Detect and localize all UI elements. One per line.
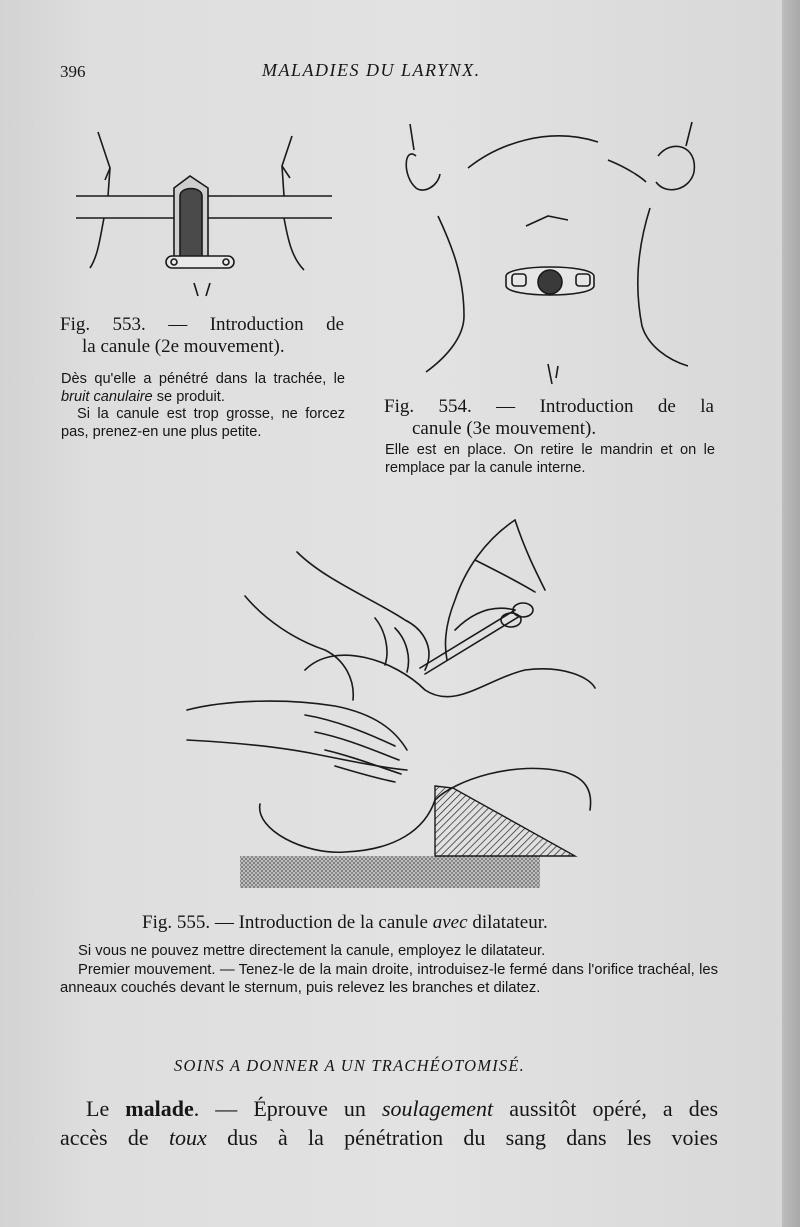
body-emphasis-2: toux bbox=[168, 1125, 207, 1150]
figure-555-illustration bbox=[185, 510, 600, 895]
figure-553-note-text: Dès qu'elle a pénétré dans la trachée, le bbox=[61, 371, 345, 387]
body-lead: Le bbox=[86, 1096, 126, 1121]
page-number: 396 bbox=[60, 62, 86, 81]
figure-555-caption-emphasis: avec bbox=[432, 912, 468, 933]
figure-554-caption bbox=[384, 396, 714, 440]
body-bold-term: malade bbox=[125, 1096, 194, 1121]
section-heading: SOINS A DONNER A UN TRACHÉOTOMISÉ. bbox=[174, 1056, 525, 1075]
figure-555-caption-end: dilatateur. bbox=[467, 912, 548, 933]
figure-555-instructions bbox=[60, 942, 718, 998]
figure-553-note bbox=[61, 371, 345, 441]
body-paragraph bbox=[60, 1094, 718, 1152]
figure-554-caption-line2: canule (3e mouvement). bbox=[412, 418, 597, 439]
body-line-1 bbox=[60, 1094, 718, 1123]
figure-554-illustration bbox=[398, 116, 702, 394]
figure-554-caption-line1: Fig. 554. — Introduction de la bbox=[384, 396, 714, 417]
body-text-3: accès de bbox=[60, 1125, 169, 1150]
figure-553-note-emphasis: bruit canulaire bbox=[61, 388, 153, 405]
figure-554-note: Elle est en place. On retire le mandrin et on le remplace par la canule interne. bbox=[385, 442, 715, 476]
body-emphasis-1: soulagement bbox=[381, 1096, 494, 1121]
figure-555-caption-text: Fig. 555. — Introduction de la canule bbox=[142, 912, 433, 933]
figure-555-caption bbox=[142, 912, 548, 934]
figure-555-instruction-1: Si vous ne pouvez mettre directement la canule, employez le dilatateur. bbox=[78, 943, 546, 959]
page-edge bbox=[782, 0, 800, 1227]
figure-553-caption-line1: Fig. 553. — Introduction de bbox=[60, 314, 344, 335]
figure-553-illustration bbox=[70, 118, 340, 306]
figure-553-note-warning: Si la canule est trop grosse, ne forcez pas, prenez-en une plus petite. bbox=[61, 406, 345, 440]
figure-553-note-text-end: se produit. bbox=[152, 388, 225, 405]
body-text-1: . — Éprouve un bbox=[193, 1096, 382, 1121]
body-text-2: aussitôt opéré, a des bbox=[493, 1096, 719, 1121]
running-title: MALADIES DU LARYNX. bbox=[262, 60, 481, 80]
body-text-4: dus à la pénétration du sang dans les voies bbox=[206, 1125, 718, 1150]
figure-555-instruction-2: Premier mouvement. — Tenez-le de la main droite, introduisez-le fermé dans l'orifice trachéal, les anneaux couchés devant le sternum, puis relevez les branches et dilatez. bbox=[60, 961, 718, 996]
figure-553-caption-line2: la canule (2e mouvement). bbox=[82, 336, 285, 357]
body-line-2 bbox=[60, 1123, 718, 1152]
figure-553-caption bbox=[60, 314, 344, 358]
